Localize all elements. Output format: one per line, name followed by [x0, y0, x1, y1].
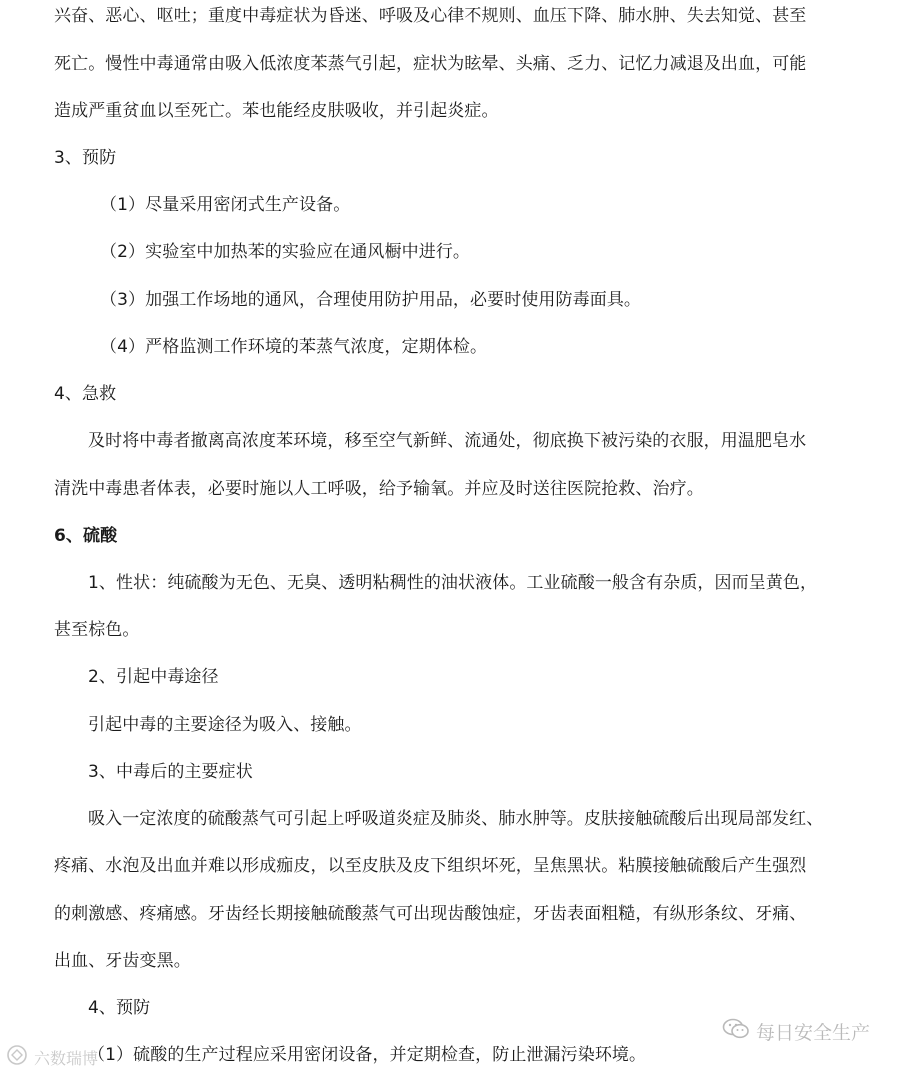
watermark	[722, 1018, 870, 1045]
watermark-text: 每日安全生产	[755, 1022, 870, 1044]
paragraph-line: 出血、牙齿变黑。	[54, 951, 191, 971]
list-item: （1）尽量采用密闭式生产设备。	[100, 195, 351, 215]
paragraph-line: 的刺激感、疼痛感。牙齿经长期接触硫酸蒸气可出现齿酸蚀症，牙齿表面粗糙，有纵形条纹、牙痛、	[54, 904, 807, 924]
paragraph-line: 1、性状：纯硫酸为无色、无臭、透明粘稠性的油状液体。工业硫酸一般含有杂质，因而呈黄色，	[88, 573, 818, 593]
paragraph-line: 吸入一定浓度的硫酸蒸气可引起上呼吸道炎症及肺炎、肺水肿等。皮肤接触硫酸后出现局部发红、	[88, 809, 824, 829]
section-heading: 3、预防	[54, 148, 117, 168]
list-item: （3）加强工作场地的通风，合理使用防护用品，必要时使用防毒面具。	[100, 290, 642, 310]
list-item: （2）实验室中加热苯的实验应在通风橱中进行。	[100, 242, 471, 262]
corner-watermark-text: 六数瑞博	[34, 1048, 99, 1068]
section-heading: 4、急救	[54, 384, 117, 404]
corner-watermark	[6, 1044, 98, 1070]
paragraph-line: 死亡。慢性中毒通常由吸入低浓度苯蒸气引起，症状为眩晕、头痛、乏力、记忆力减退及出血，可能	[54, 54, 807, 74]
list-item: （1）硫酸的生产过程应采用密闭设备，并定期检查，防止泄漏污染环境。	[88, 1045, 647, 1065]
paragraph-line: 及时将中毒者撤离高浓度苯环境，移至空气新鲜、流通处，彻底换下被污染的衣服，用温肥皂水	[88, 431, 807, 451]
paragraph-line: 引起中毒的主要途径为吸入、接触。	[88, 715, 362, 735]
logo-icon	[6, 1044, 28, 1070]
wechat-icon	[722, 1018, 750, 1045]
paragraph-line: 甚至棕色。	[54, 620, 140, 640]
section-heading: 4、预防	[88, 998, 151, 1018]
paragraph-line: 造成严重贫血以至死亡。苯也能经皮肤吸收，并引起炎症。	[54, 101, 499, 121]
list-item: （4）严格监测工作环境的苯蒸气浓度，定期体检。	[100, 337, 488, 357]
paragraph-line: 兴奋、恶心、呕吐；重度中毒症状为昏迷、呼吸及心律不规则、血压下降、肺水肿、失去知觉、甚至	[54, 6, 807, 26]
chapter-heading: 6、硫酸	[54, 526, 118, 546]
paragraph-line: 清洗中毒患者体表，必要时施以人工呼吸，给予输氧。并应及时送往医院抢救、治疗。	[54, 479, 704, 499]
section-heading: 3、中毒后的主要症状	[88, 762, 253, 782]
paragraph-line: 疼痛、水泡及出血并难以形成痂皮，以至皮肤及皮下组织坏死，呈焦黑状。粘膜接触硫酸后产生强烈	[54, 856, 807, 876]
section-heading: 2、引起中毒途径	[88, 667, 219, 687]
